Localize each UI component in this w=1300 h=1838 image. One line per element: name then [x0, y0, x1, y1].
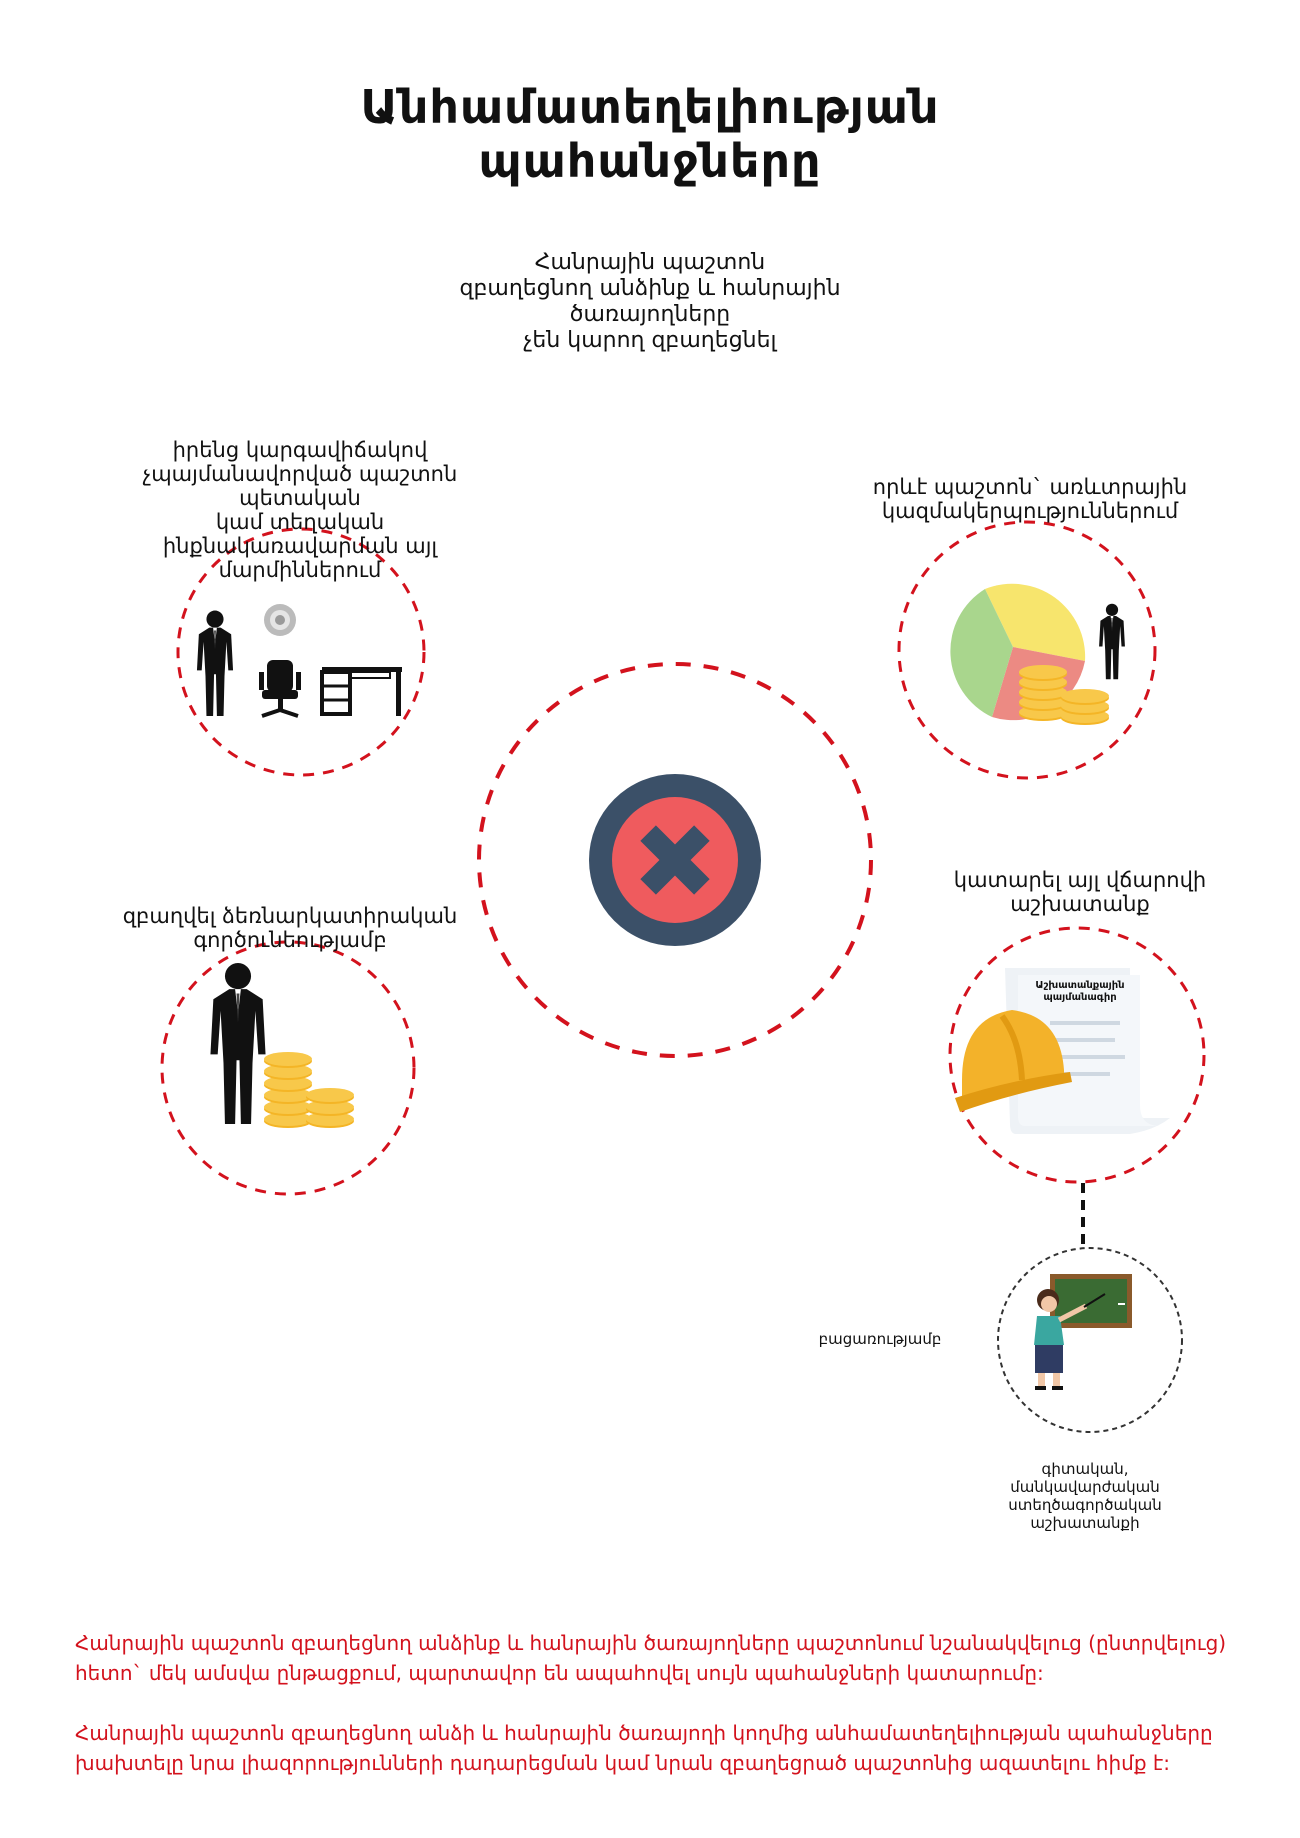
- commercial-org-line-2: կազմակերպություններում: [881, 499, 1179, 523]
- contract-document-title: [1030, 980, 1130, 1004]
- intro-line-2: զբաղեցնող անձինք և հանրային ծառայողները: [459, 276, 841, 327]
- paid-work-line-1: կատարել այլ վճարովի: [953, 868, 1207, 892]
- state-bodies-line-3: կամ տեղական: [215, 510, 385, 534]
- state-bodies-line-2: չպայմանավորված պաշտոն պետական: [142, 462, 458, 510]
- commercial-org-line-1: որևէ պաշտոն` առևտրային: [872, 475, 1188, 499]
- intro-line-3: չեն կարող զբաղեցնել: [523, 328, 777, 353]
- entrepreneurial-line-1: զբաղվել ձեռնարկատիրական: [122, 904, 458, 928]
- state-bodies-line-4: ինքնակառավարման այլ մարմիններում: [162, 534, 438, 582]
- prohibited-x-icon: [589, 774, 761, 946]
- contract-line-2: պայմանագիր: [1043, 992, 1117, 1003]
- businessman-icon: [197, 611, 233, 716]
- businessman-icon: [210, 963, 265, 1124]
- title-line-2: պահանջները: [478, 134, 822, 188]
- footer-notes: [75, 1628, 1235, 1808]
- page-title: [300, 80, 1000, 188]
- footer-p1-line-2: հետո` մեկ ամսվա ընթացքում, պարտավոր են ապահովել սույն պահանջների կատարումը:: [75, 1661, 1044, 1685]
- footer-p2-line-1: Հանրային պաշտոն զբաղեցնող անձի և հանրային ծառայողի կողմից անհամատեղելիության պահանջները: [75, 1721, 1213, 1745]
- paid-work-line-2: աշխատանք: [1010, 892, 1150, 916]
- exception-detail-line-4: աշխատանքի: [1030, 1514, 1140, 1532]
- footer-paragraph-1: [75, 1628, 1235, 1688]
- state-bodies-label: [80, 438, 520, 582]
- exception-detail-line-3: ստեղծագործական: [1008, 1496, 1162, 1514]
- footer-p1-line-1: Հանրային պաշտոն զբաղեցնող անձինք և հանրային ծառայողները պաշտոնում նշանակվելուց (ընտրվելուց): [75, 1631, 1227, 1655]
- footer-p2-line-2: խախտելը նրա լիազորությունների դադարեցման կամ նրան զբաղեցրած պաշտոնից ազատելու հիմք է:: [75, 1751, 1170, 1775]
- commercial-org-label: [860, 475, 1200, 523]
- entrepreneurial-label: [100, 904, 480, 952]
- exception-detail-label: [975, 1460, 1195, 1532]
- desk-icon: [322, 667, 402, 716]
- entrepreneurial-line-2: գործունեությամբ: [193, 928, 387, 952]
- footer-paragraph-2: [75, 1718, 1235, 1778]
- coins-icon: [264, 1052, 354, 1128]
- state-bodies-line-1: իրենց կարգավիճակով: [172, 438, 428, 462]
- exception-label: բացառությամբ: [818, 1330, 942, 1348]
- businessman-icon: [1099, 604, 1125, 679]
- intro-text: [420, 250, 880, 354]
- intro-line-1: Հանրային պաշտոն: [534, 250, 766, 275]
- office-chair-icon: [259, 660, 301, 716]
- exception-detail-line-2: մանկավարժական: [1010, 1478, 1160, 1496]
- exception-detail-line-1: գիտական,: [1041, 1460, 1129, 1478]
- contract-line-1: Աշխատանքային: [1035, 980, 1125, 991]
- paid-work-label: [920, 868, 1240, 916]
- coins-icon: [1019, 665, 1109, 725]
- title-line-1: Անհամատեղելիության: [360, 80, 940, 134]
- coat-of-arms-icon: [264, 604, 296, 636]
